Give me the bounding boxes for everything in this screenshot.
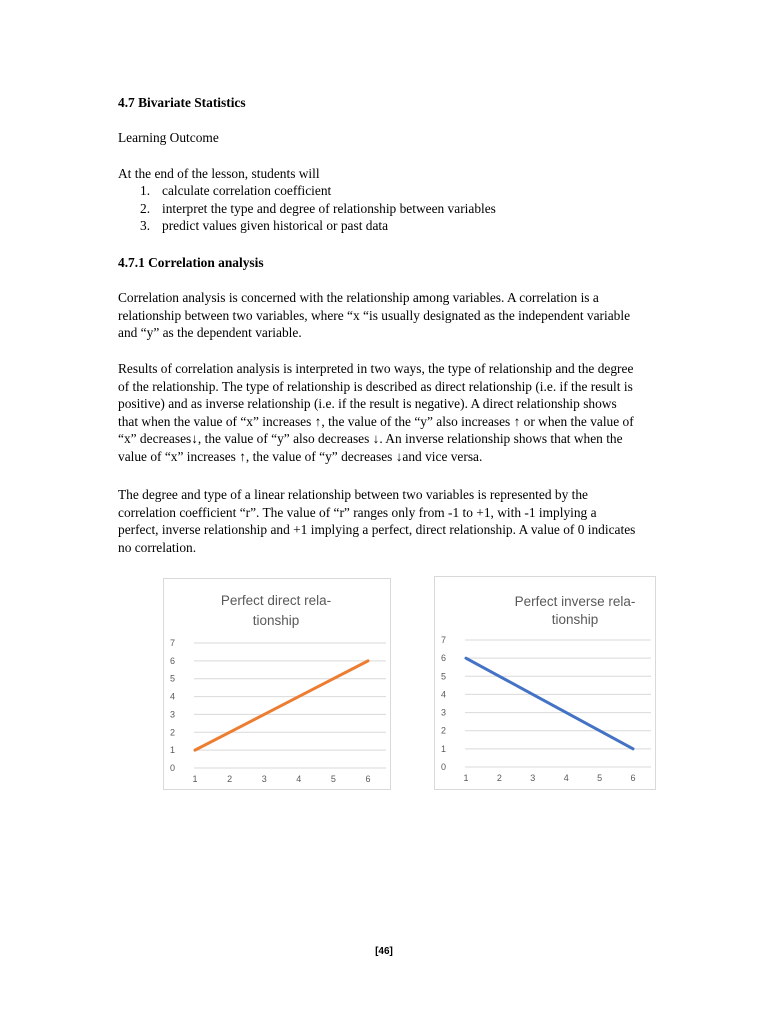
list-item: [118, 200, 708, 218]
x-tick-label: 1: [192, 774, 198, 784]
y-tick-label: 1: [441, 743, 447, 754]
paragraph-line: that when the value of “x” increases ↑, the value of the “y” also increases ↑ or when the value of: [118, 413, 634, 429]
list-item-text: calculate correlation coefficient: [162, 183, 332, 198]
chart-title-line: Perfect inverse rela-: [514, 594, 636, 609]
y-tick-label: 1: [170, 745, 176, 756]
series-line-direct: [195, 661, 368, 750]
y-tick-label: 7: [170, 638, 176, 648]
list-item-number: 2.: [140, 200, 151, 216]
chart-direct-svg: [164, 579, 390, 789]
paragraph-line: “x” decreases↓, the value of “y” also decreases ↓. An inverse relationship shows that when the: [118, 431, 623, 447]
y-tick-label: 5: [170, 673, 176, 684]
list-item-number: 3.: [140, 218, 151, 234]
series-line-inverse: [466, 658, 633, 749]
outcomes-intro: At the end of the lesson, students will: [118, 166, 320, 181]
y-tick-label: 7: [441, 635, 447, 645]
section-title: 4.7 Bivariate Statistics: [118, 95, 246, 110]
y-tick-label: 6: [170, 655, 176, 666]
paragraph-line: of the relationship. The type of relationship is described as direct relationship (i.e. if the result is: [118, 378, 633, 394]
paragraph-line: Results of correlation analysis is interpreted in two ways, the type of relationship and the degree: [118, 361, 634, 376]
paragraph-coefficient: [118, 486, 708, 556]
chart-inverse-svg: [435, 577, 655, 789]
list-item: [118, 182, 708, 200]
y-tick-label: 3: [441, 707, 447, 718]
paragraph-line: correlation coefficient “r”. The value of “r” ranges only from -1 to +1, with -1 implying a: [118, 504, 597, 520]
y-tick-label: 4: [170, 691, 176, 702]
paragraph-line: no correlation.: [118, 539, 197, 555]
list-item: [118, 217, 708, 235]
paragraph-line: The degree and type of a linear relationship between two variables is represented by the: [118, 487, 588, 502]
list-item-text: interpret the type and degree of relationship between variables: [162, 200, 496, 216]
paragraph-line: value of “x” increases ↑, the value of “y” decreases ↓and vice versa.: [118, 448, 483, 464]
x-tick-label: 6: [630, 773, 636, 783]
x-tick-label: 2: [227, 774, 233, 784]
chart-inverse-relationship: [434, 576, 656, 790]
paragraph-line: relationship between two variables, where “x “is usually designated as the independent variable: [118, 307, 631, 323]
x-tick-label: 5: [330, 774, 336, 784]
y-tick-label: 2: [170, 727, 176, 738]
x-tick-label: 5: [597, 773, 603, 783]
x-tick-label: 2: [496, 773, 502, 783]
subsection-title: 4.7.1 Correlation analysis: [118, 255, 264, 270]
outcomes-list: [118, 182, 708, 235]
paragraph-line: perfect, inverse relationship and +1 implying a perfect, direct relationship. A value of 0 indicates: [118, 522, 636, 538]
paragraph-line: Correlation analysis is concerned with the relationship among variables. A correlation is a: [118, 290, 599, 305]
x-tick-label: 3: [261, 774, 267, 784]
list-item-text: predict values given historical or past data: [162, 218, 389, 234]
chart-title-line: tionship: [252, 613, 300, 628]
chart-direct-relationship: [163, 578, 391, 790]
list-item-number: 1.: [140, 183, 151, 198]
page-number: [46]: [375, 946, 393, 957]
y-tick-label: 5: [441, 671, 447, 682]
chart-title-line: tionship: [551, 612, 599, 627]
y-tick-label: 3: [170, 709, 176, 720]
learning-outcome-label: Learning Outcome: [118, 130, 219, 145]
x-tick-label: 4: [296, 774, 302, 784]
y-tick-label: 4: [441, 689, 447, 700]
paragraph-definition: [118, 289, 708, 342]
y-tick-label: 0: [170, 763, 176, 773]
paragraph-interpretation: [118, 360, 708, 466]
y-tick-label: 0: [441, 762, 447, 772]
y-tick-label: 6: [441, 653, 447, 664]
paragraph-line: and “y” as the dependent variable.: [118, 325, 302, 341]
paragraph-line: positive) and as inverse relationship (i.e. if the result is negative). A direct relationship shows: [118, 396, 617, 412]
x-tick-label: 6: [365, 774, 371, 784]
chart-title-line: Perfect direct rela-: [220, 593, 332, 608]
x-tick-label: 4: [563, 773, 569, 783]
y-tick-label: 2: [441, 725, 447, 736]
x-tick-label: 1: [463, 773, 469, 783]
x-tick-label: 3: [530, 773, 536, 783]
